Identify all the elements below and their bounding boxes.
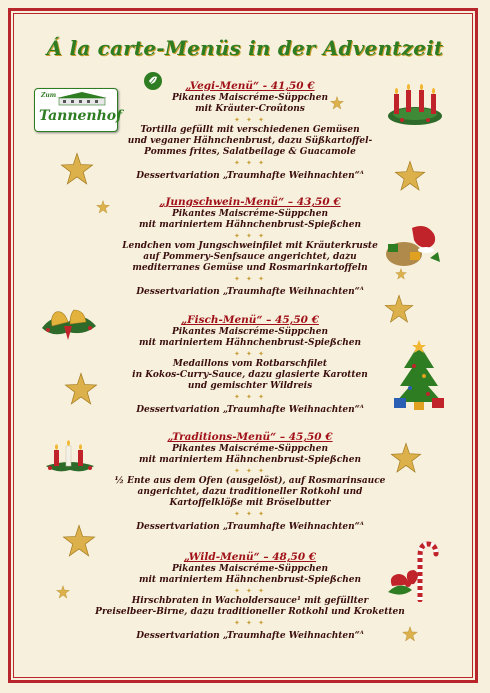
allergen-mark: A	[359, 630, 364, 636]
separator-stars: ✦ ✦ ✦	[233, 116, 267, 124]
menu-line: mit mariniertem Hähnchenbrust-Spießchen	[138, 338, 362, 348]
menu-line: auf Pommery-Senfsauce angerichtet, dazu	[143, 252, 357, 262]
advent-wreath-icon	[384, 80, 446, 130]
menu-dessert	[90, 519, 410, 533]
santa-sack-icon	[382, 222, 442, 270]
separator-stars: ✦ ✦ ✦	[233, 350, 267, 358]
separator-stars: ✦ ✦ ✦	[233, 159, 267, 167]
star-icon	[56, 585, 70, 599]
menu-title: „Jungschwein-Menü“ – 43,50 €	[159, 196, 341, 208]
bells-icon	[38, 300, 100, 346]
menu-dessert	[90, 168, 410, 182]
star-icon	[390, 442, 422, 474]
menu-line: mit Kräuter-Croûtons	[195, 104, 305, 114]
menu-line: Pikantes Maiscréme-Süppchen	[171, 444, 328, 454]
menu-line: in Kokos-Curry-Sauce, dazu glasierte Karotten	[132, 370, 368, 380]
dessert-text: Dessertvariation „Traumhafte Weihnachten“	[136, 631, 360, 641]
menu-line: Pommes frites, Salatbeilage & Guacamole	[144, 147, 356, 157]
menu-line: mit mariniertem Hähnchenbrust-Spießchen	[138, 220, 362, 230]
star-icon	[394, 160, 426, 192]
star-icon	[330, 96, 344, 110]
menu-line: Tortilla gefüllt mit verschiedenen Gemüsen	[140, 125, 360, 135]
star-icon	[60, 152, 94, 186]
separator-stars: ✦ ✦ ✦	[233, 232, 267, 240]
menu-line: Pikantes Maiscréme-Süppchen	[171, 93, 328, 103]
menu-line: Pikantes Maiscréme-Süppchen	[171, 564, 328, 574]
menu-line: Preiselbeer-Birne, dazu traditioneller Rotkohl und Kroketten	[95, 607, 405, 617]
star-icon	[96, 200, 110, 214]
allergen-mark: A	[359, 521, 364, 527]
menu-line: Kartoffelklöße mit Bröselbutter	[169, 498, 331, 508]
menu-line: ½ Ente aus dem Ofen (ausgelöst), auf Rosmarinsauce	[114, 476, 386, 486]
menu-line: und gemischter Wildreis	[187, 381, 313, 391]
candy-cane-icon	[384, 540, 440, 602]
menu-title: „Wild-Menü“ – 48,50 €	[183, 551, 317, 563]
menu-jungschwein	[90, 196, 410, 298]
menu-dessert	[90, 284, 410, 298]
menu-vegi	[90, 80, 410, 182]
menu-traditions	[90, 431, 410, 533]
separator-stars: ✦ ✦ ✦	[233, 275, 267, 283]
page-title: Á la carte-Menüs in der Adventzeit	[46, 36, 444, 60]
menu-line: Lendchen vom Jungschweinfilet mit Kräuterkruste	[122, 241, 378, 251]
menu-dessert	[70, 628, 430, 642]
menu-fisch	[90, 314, 410, 416]
menu-line: Pikantes Maiscréme-Süppchen	[171, 327, 328, 337]
star-icon	[62, 524, 96, 558]
christmas-tree-icon	[394, 340, 444, 410]
separator-stars: ✦ ✦ ✦	[233, 467, 267, 475]
candles-icon	[44, 440, 96, 474]
separator-stars: ✦ ✦ ✦	[233, 619, 267, 627]
menu-title: „Fisch-Menü“ – 45,50 €	[181, 314, 319, 326]
menu-line: und veganer Hähnchenbrust, dazu Süßkartoffel-	[127, 136, 373, 146]
menu-line: Medaillons vom Rotbarschfilet	[172, 359, 328, 369]
menu-line: angerichtet, dazu traditioneller Rotkohl und	[137, 487, 363, 497]
dessert-text: Dessertvariation „Traumhafte Weihnachten“	[136, 405, 360, 415]
dessert-text: Dessertvariation „Traumhafte Weihnachten“	[136, 522, 360, 532]
menu-title: „Vegi-Menü“ - 41,50 €	[185, 80, 315, 92]
menu-dessert	[90, 402, 410, 416]
menu-line: mit mariniertem Hähnchenbrust-Spießchen	[138, 455, 362, 465]
star-icon	[64, 372, 98, 406]
allergen-mark: A	[359, 404, 364, 410]
star-icon	[384, 294, 414, 324]
menu-line: mit mariniertem Hähnchenbrust-Spießchen	[138, 575, 362, 585]
logo-small-text: Zum	[41, 92, 57, 99]
separator-stars: ✦ ✦ ✦	[233, 393, 267, 401]
allergen-mark: A	[359, 286, 364, 292]
menu-wild	[70, 551, 430, 642]
star-icon	[402, 626, 418, 642]
menu-line: mediterranes Gemüse und Rosmarinkartoffeln	[132, 263, 368, 273]
dessert-text: Dessertvariation „Traumhafte Weihnachten“	[136, 287, 360, 297]
menu-line: Hirschbraten in Wacholdersauce¹ mit gefüllter	[131, 596, 369, 606]
separator-stars: ✦ ✦ ✦	[233, 510, 267, 518]
dessert-text: Dessertvariation „Traumhafte Weihnachten“	[136, 171, 360, 181]
logo-name: Tannenhof	[39, 108, 123, 124]
menu-line: Pikantes Maiscréme-Süppchen	[171, 209, 328, 219]
menu-title: „Traditions-Menü“ – 45,50 €	[167, 431, 333, 443]
separator-stars: ✦ ✦ ✦	[233, 587, 267, 595]
allergen-mark: A	[359, 170, 364, 176]
